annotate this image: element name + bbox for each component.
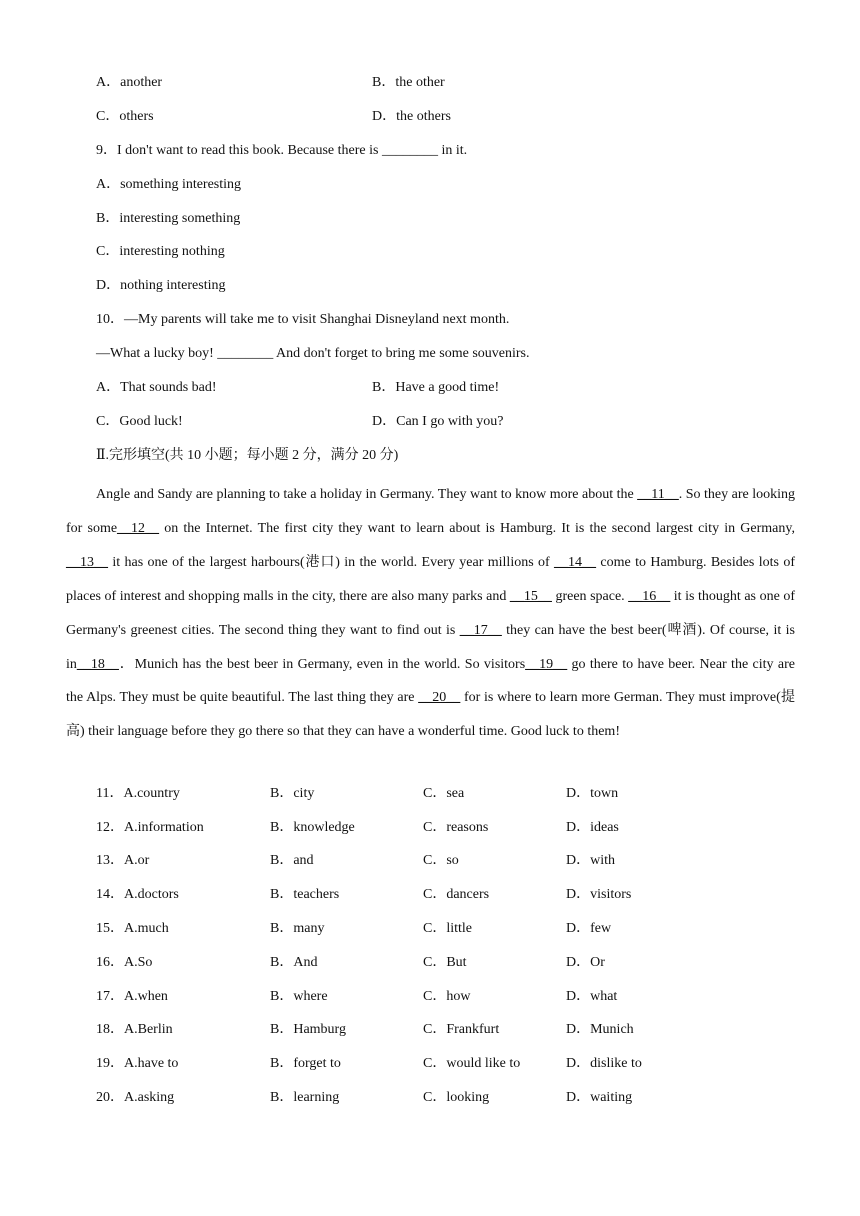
q10-option-d: D．Can I go with you? [372, 414, 504, 429]
blank-20: __20__ [418, 690, 461, 706]
cloze-option-row [96, 1054, 796, 1074]
q8-option-b: B．the other [372, 75, 445, 90]
option-d: D．what [566, 989, 618, 1004]
option-d: D．with [566, 853, 615, 868]
q8-option-c: C．others [96, 109, 154, 124]
q9-option-c: C．interesting nothing [96, 244, 225, 259]
option-a: 15．A.much [96, 921, 169, 936]
cloze-option-row [96, 818, 796, 838]
blank-18: __18__ [76, 656, 119, 672]
option-a: 18．A.Berlin [96, 1022, 173, 1037]
q9-option-a: A．something interesting [96, 177, 242, 192]
cloze-option-row [96, 851, 796, 871]
option-a: 20．A.asking [96, 1090, 175, 1105]
option-c: C．so [423, 853, 459, 868]
blank-19: __19__ [525, 656, 568, 672]
option-d: D．Munich [566, 1022, 634, 1037]
option-b: B．knowledge [270, 820, 355, 835]
option-b: B．And [270, 955, 318, 970]
passage-text: it has one of the largest harbours(港口) in the world. Every year millions of [108, 554, 555, 570]
option-a: 12．A.information [96, 820, 204, 835]
option-d: D．waiting [566, 1090, 633, 1105]
q9-option-d: D．nothing interesting [96, 278, 226, 293]
passage-text: Angle and Sandy are planning to take a holiday in Germany. They want to know more about the [96, 487, 638, 502]
passage-text: come to Hamburg. Besides lots of places of interest and shopping malls in the city, there are also many parks and [66, 554, 795, 604]
option-a: 14．A.doctors [96, 887, 179, 902]
passage-text: on the Internet. The first city they want to learn about is Hamburg. It is the second largest city in Germany, [159, 520, 795, 536]
passage-text: go there to have beer. Near the city are the Alps. They must be quite beautiful. The last thing they are [66, 656, 795, 706]
option-c: C．But [423, 955, 467, 970]
blank-11: __11__ [637, 487, 679, 502]
option-c: C．looking [423, 1090, 490, 1105]
q8-option-d: D．the others [372, 109, 451, 124]
q10-option-b: B．Have a good time! [372, 380, 500, 395]
option-d: D．ideas [566, 820, 619, 835]
blank-13: __13__ [66, 554, 108, 570]
option-c: C．how [423, 989, 471, 1004]
blank-15: __15__ [509, 588, 552, 604]
blank-12: __12__ [117, 520, 160, 536]
section-title: Ⅱ.完形填空(共 10 小题；每小题 2 分，满分 20 分) [96, 448, 399, 463]
option-b: B．city [270, 786, 315, 801]
option-a: 13．A.or [96, 853, 150, 868]
option-c: C．sea [423, 786, 465, 801]
passage-text: for is where to learn more German. They must improve(提高) their language before they go there so that they can have a wonderful time. Good luck to them! [66, 690, 795, 740]
passage-text: ．Munich has the best beer in Germany, even in the world. So visitors [118, 656, 526, 672]
option-b: B．where [270, 989, 328, 1004]
cloze-option-row [96, 1020, 796, 1040]
option-d: D．Or [566, 955, 605, 970]
option-d: D．dislike to [566, 1056, 642, 1071]
option-b: B．learning [270, 1090, 340, 1105]
option-b: B．forget to [270, 1056, 341, 1071]
option-a: 16．A.So [96, 955, 153, 970]
option-d: D．town [566, 786, 619, 801]
blank-17: __17__ [459, 622, 502, 638]
cloze-option-row [96, 953, 796, 973]
option-b: B．and [270, 853, 314, 868]
cloze-option-row [96, 784, 796, 804]
option-c: C．reasons [423, 820, 489, 835]
option-c: C．Frankfurt [423, 1022, 500, 1037]
cloze-option-row [96, 919, 796, 939]
option-d: D．visitors [566, 887, 632, 902]
passage-text: they can have the best beer(啤酒). Of course, it is in [66, 622, 795, 672]
option-d: D．few [566, 921, 612, 936]
option-a: 11．A.country [96, 786, 180, 801]
cloze-option-row [96, 1088, 796, 1108]
passage-text: green space. [551, 588, 629, 604]
option-b: B．teachers [270, 887, 340, 902]
q8-option-a: A．another [96, 75, 163, 90]
cloze-option-row [96, 987, 796, 1007]
q9-stem: 9．I don't want to read this book. Because there is ________ in it. [96, 143, 468, 158]
blank-14: __14__ [554, 554, 597, 570]
option-b: B．many [270, 921, 325, 936]
option-c: C．dancers [423, 887, 490, 902]
q10-option-c: C．Good luck! [96, 414, 183, 429]
cloze-option-row [96, 885, 796, 905]
q9-option-b: B．interesting something [96, 211, 241, 226]
passage-text: . So they are looking for some [66, 487, 795, 536]
option-a: 19．A.have to [96, 1056, 179, 1071]
option-c: C．little [423, 921, 472, 936]
option-c: C．would like to [423, 1056, 521, 1071]
option-a: 17．A.when [96, 989, 168, 1004]
q10-stem-line1: 10．—My parents will take me to visit Shanghai Disneyland next month. [96, 312, 510, 327]
q10-stem-line2: —What a lucky boy! ________ And don't forget to bring me some souvenirs. [96, 346, 530, 361]
option-b: B．Hamburg [270, 1022, 346, 1037]
q10-option-a: A．That sounds bad! [96, 380, 217, 395]
passage-text: it is thought as one of Germany's greenest cities. The second thing they want to find out is [66, 588, 795, 638]
cloze-passage [66, 478, 795, 749]
blank-16: __16__ [628, 588, 671, 604]
